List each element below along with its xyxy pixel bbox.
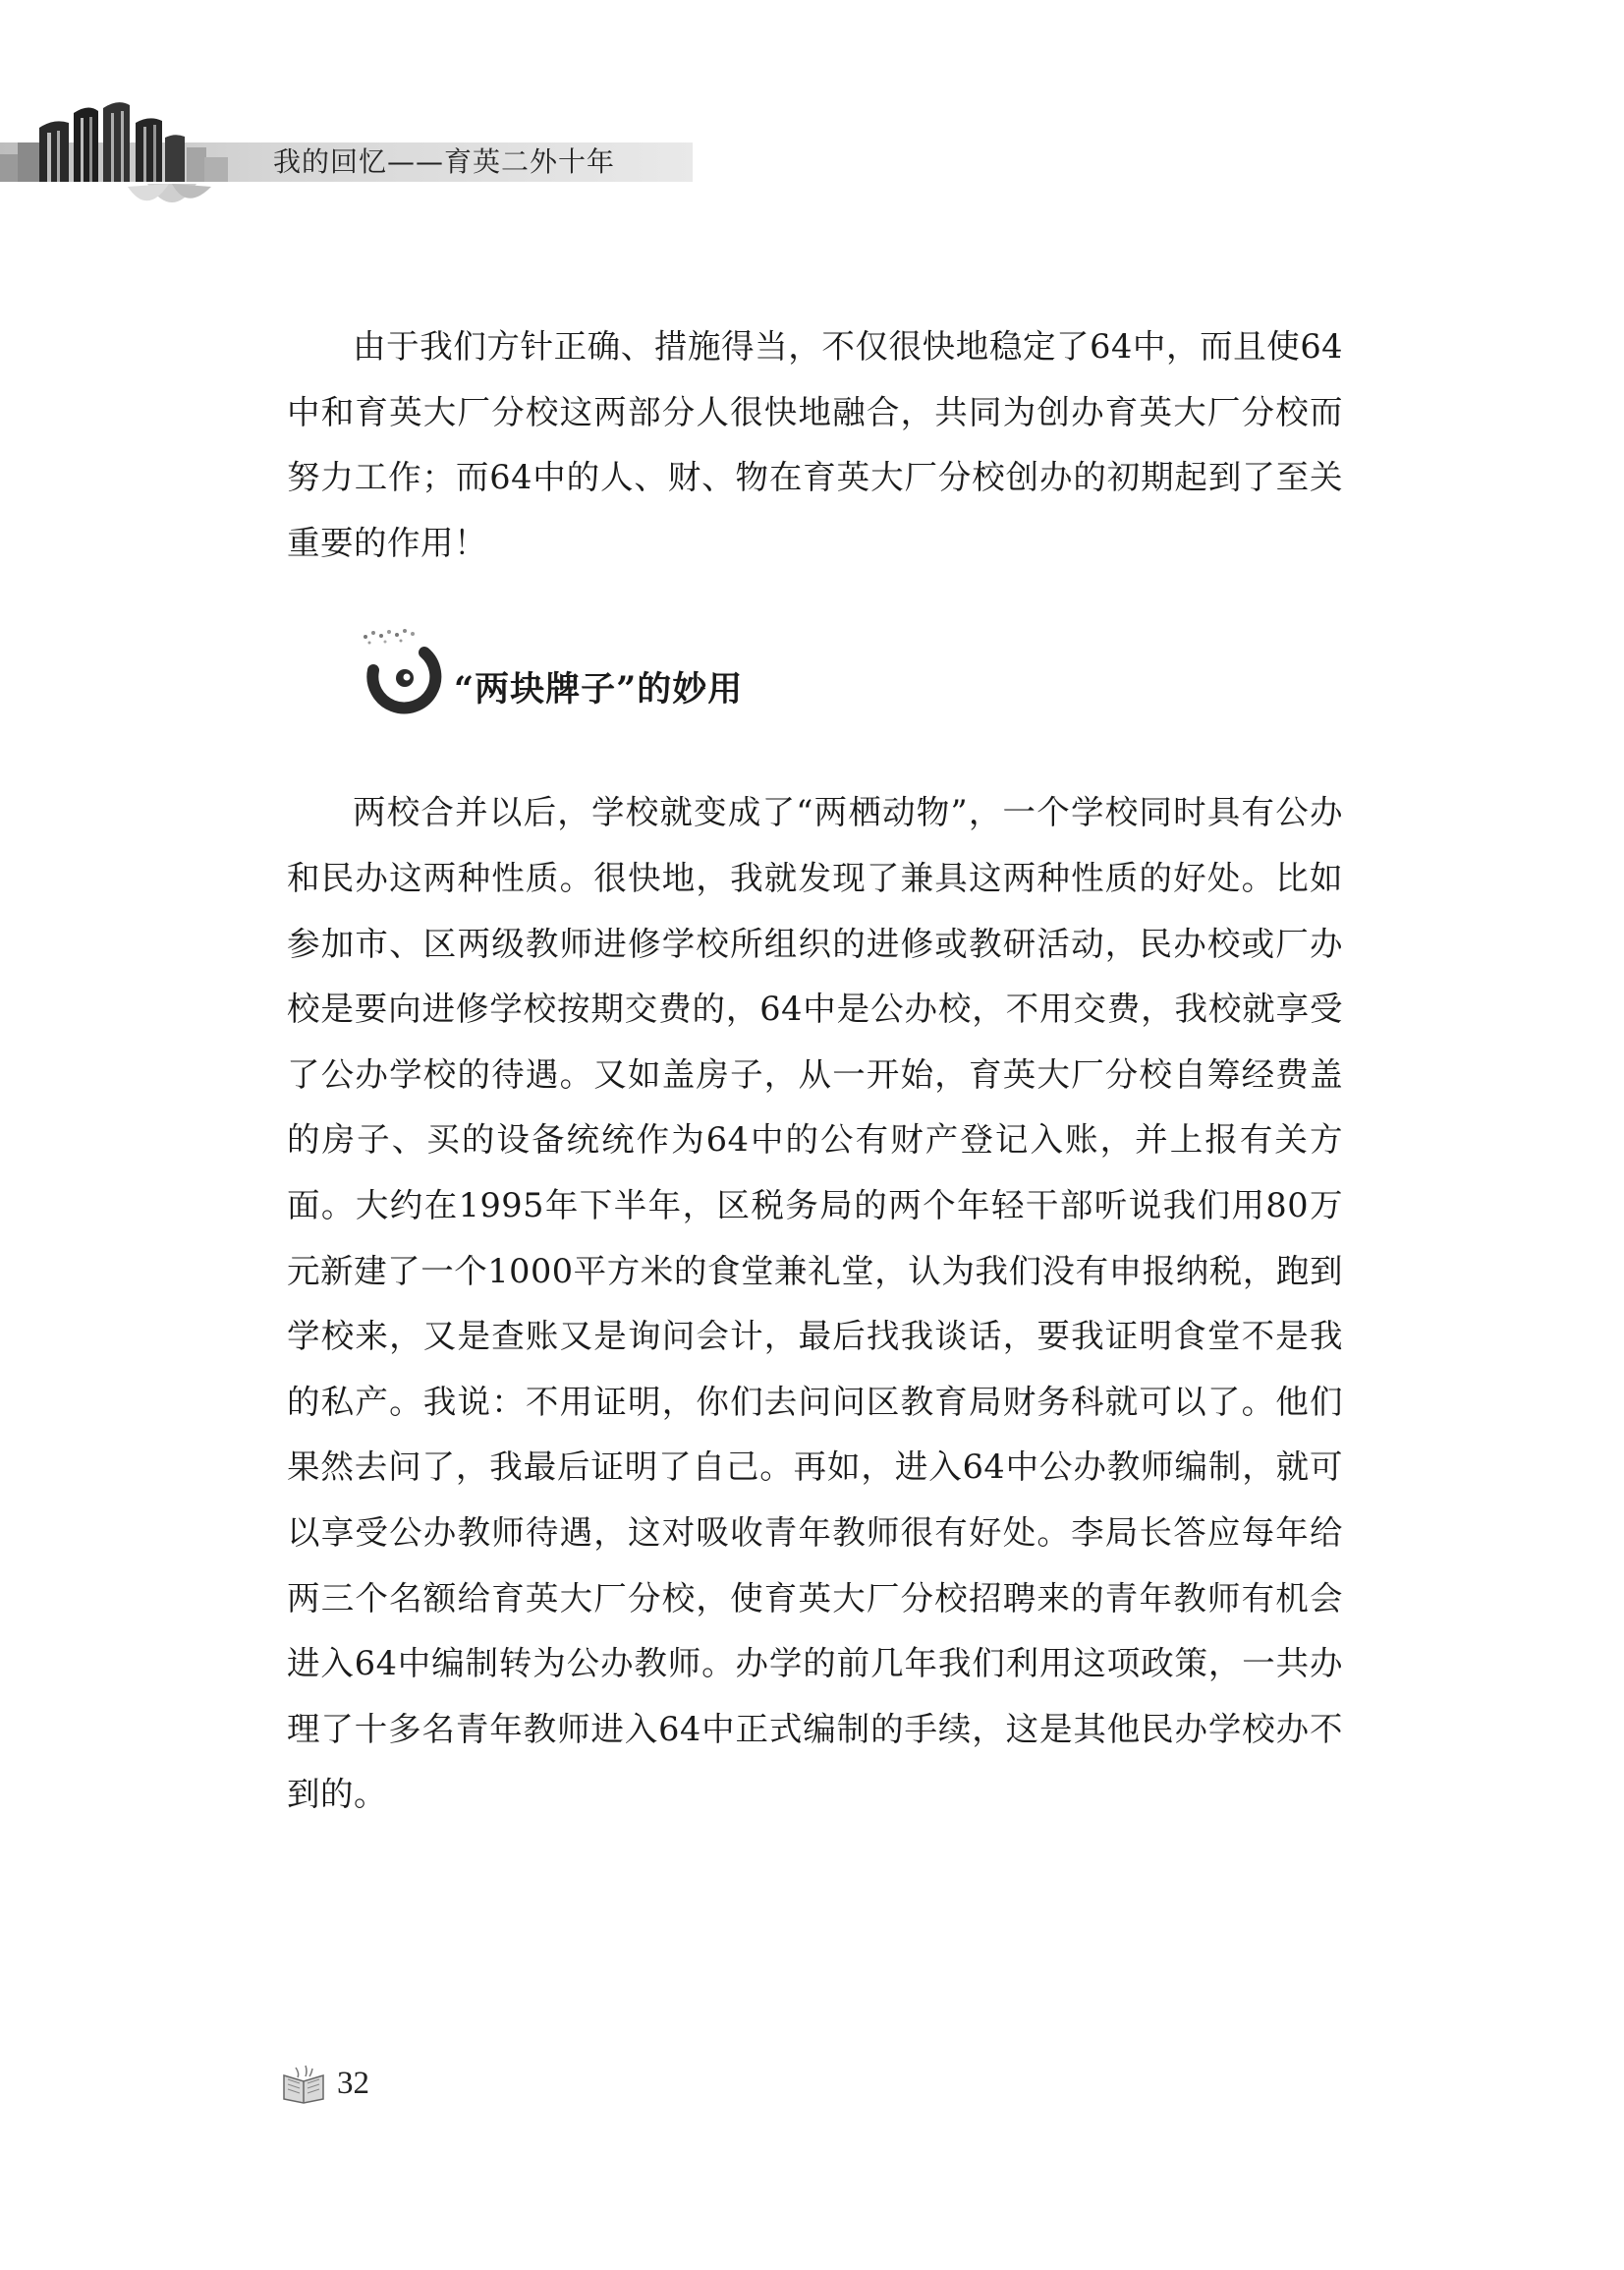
page-number: 32 [337, 2066, 369, 2101]
paragraph-2: 两校合并以后，学校就变成了“两栖动物”，一个学校同时具有公办和民办这两种性质。很快地，我就发现了兼具这两种性质的好处。比如参加市、区两级教师进修学校所组织的进修或教研活动，民办校或厂办校是要向进修学校按期交费的，64中是公办校，不用交费，我校就享受了公办学校的待遇。又如盖房子，从一开始，育英大厂分校自筹经费盖的房子、买的设备统统作为64中的公有财产登记入账，并上报有关方面。大约在1995年下半年，区税务局的两个年轻干部听说我们用80万元新建了一个1000平方米的食堂兼礼堂，认为我们没有申报纳税，跑到学校来，又是查账又是询问会计，最后找我谈话，要我证明食堂不是我的私产。我说：不用证明，你们去问问区教育局财务科就可以了。他们果然去问了，我最后证明了自己。再如，进入64中公办教师编制，就可以享受公办教师待遇，这对吸收青年教师很有好处。李局长答应每年给两三个名额给育英大厂分校，使育英大厂分校招聘来的青年教师有机会进入64中编制转为公办教师。办学的前几年我们利用这项政策，一共办理了十多名青年教师进入64中正式编制的手续，这是其他民办学校办不到的。 [287, 793, 1343, 1814]
section-heading [287, 623, 1343, 741]
header-title: 我的回忆——育英二外十年 [273, 145, 616, 178]
page-footer [280, 2062, 476, 2111]
swirl-bullet-icon [356, 623, 454, 721]
section-title: “两块牌子”的妙用 [454, 669, 744, 710]
page-body [287, 314, 1343, 1828]
paragraph-1: 由于我们方针正确、措施得当，不仅很快地稳定了64中，而且使64中和育英大厂分校这两部分人很快地融合，共同为创办育英大厂分校而努力工作；而64中的人、财、物在育英大厂分校创办的初期起到了至关重要的作用！ [287, 327, 1343, 562]
open-book-icon [280, 2064, 327, 2105]
running-header [0, 93, 707, 226]
